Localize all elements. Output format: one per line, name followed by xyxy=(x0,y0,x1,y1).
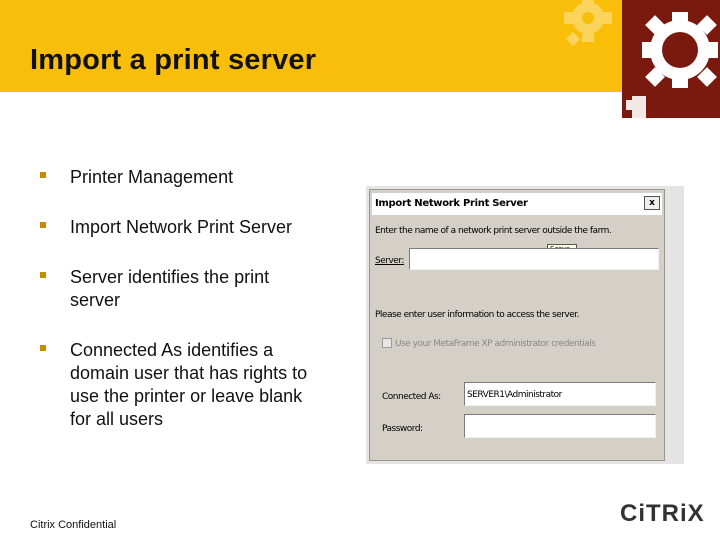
bullet-item xyxy=(40,266,310,312)
bullet-marker xyxy=(40,345,46,351)
bullet-item xyxy=(40,166,320,189)
credentials-prompt: Please enter user information to access the server. xyxy=(375,310,579,320)
server-label: Server: xyxy=(375,256,404,266)
close-icon[interactable]: x xyxy=(644,196,660,210)
dialog-title: Import Network Print Server xyxy=(375,198,528,209)
bullet-text: Printer Management xyxy=(70,167,234,187)
dialog-titlebar[interactable] xyxy=(372,193,662,215)
connected-as-input[interactable]: SERVER1\Administrator xyxy=(464,382,656,406)
checkbox-label: Use your MetaFrame XP administrator credentials xyxy=(395,339,596,349)
bullet-text: Import Network Print Server xyxy=(70,217,293,237)
bullet-item xyxy=(40,216,320,239)
server-input[interactable] xyxy=(409,248,659,270)
bullet-marker xyxy=(40,222,46,228)
citrix-logo xyxy=(620,500,705,530)
gear-icon xyxy=(530,0,720,118)
bullet-marker xyxy=(40,272,46,278)
bullet-text: Server identifies the print server xyxy=(70,267,270,310)
credentials-checkbox[interactable] xyxy=(382,338,392,348)
page-title: Import a print server xyxy=(30,44,317,76)
instruction-text: Enter the name of a network print server outside the farm. xyxy=(375,226,612,236)
footer-text: Citrix Confidential xyxy=(30,519,117,531)
password-input[interactable] xyxy=(464,414,656,438)
password-label: Password: xyxy=(382,424,423,434)
import-print-server-dialog xyxy=(369,189,665,461)
logo-text: CiTRiX xyxy=(620,500,705,527)
bullet-item xyxy=(40,339,320,431)
connected-as-label: Connected As: xyxy=(382,392,441,402)
bullet-text: Connected As identifies a domain user that has rights to use the printer or leave blank for all users xyxy=(70,340,308,429)
bullet-marker xyxy=(40,172,46,178)
